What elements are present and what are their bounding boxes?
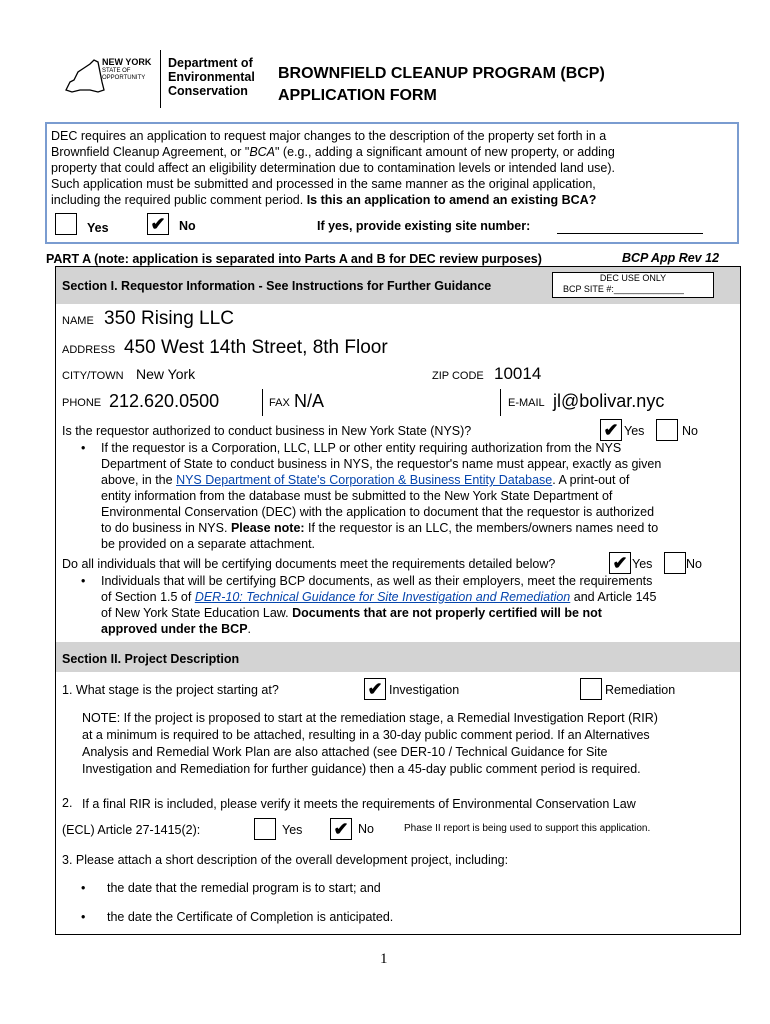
b1-line-5: Environmental Conservation (DEC) with the application to document that the requestor is authorized [101,505,655,519]
q1-no-checkbox[interactable] [656,419,678,441]
intro-line-3: property that could affect an eligibility determination due to contamination levels or intended land use). [51,161,616,175]
q3-bullet-1: • the date that the remedial program is to start; and [56,880,736,896]
intro-line-2 [51,144,735,160]
intro-box [45,122,739,244]
b1-line-7: be provided on a separate attachment. [101,537,316,551]
b2-line-4b: . [247,622,252,636]
intro-line-2a: Brownfield Cleanup Agreement, or " [51,145,250,159]
q2-yes-checkbox[interactable]: ✔ [609,552,631,574]
phone-label: PHONE [62,397,102,409]
dec-use-label: DEC USE ONLY [599,273,667,283]
b1-line-6 [101,520,736,536]
q1-yes-label: Yes [624,424,645,438]
zip-label: ZIP CODE [432,370,484,382]
intro-line-2c: " (e.g., adding a significant amount of new property, or adding [275,145,615,159]
s2-q1-text: 1. What stage is the project starting at? [62,683,279,697]
name-row [55,304,741,336]
amend-yes-label: Yes [87,221,109,235]
rir-no-checkbox[interactable]: ✔ [330,818,352,840]
amend-no-checkbox[interactable]: ✔ [147,213,169,235]
b2-line-2 [101,589,736,605]
page-number: 1 [380,951,388,967]
rir-note[interactable]: Phase II report is being used to support this application. [404,823,651,834]
logo-line-3: OPPORTUNITY [102,75,146,81]
q3-bullet-2: • the date the Certificate of Completion is anticipated. [56,909,736,925]
fax-value[interactable]: N/A [294,391,325,411]
note-line-3: Analysis and Remedial Work Plan are also attached (see DER-10 / Technical Guidance for Site [82,745,608,759]
q1-text: Is the requestor authorized to conduct business in New York State (NYS)? [62,424,472,438]
b1-line-3a: above, in the [101,473,177,487]
rir-yes-label: Yes [282,823,303,837]
dept-line-3: Conservation [168,84,248,98]
address-row [55,335,741,364]
rir-no-label: No [358,822,374,836]
s2-q2-number: 2. [62,796,73,810]
city-value[interactable]: New York [136,366,196,382]
s2-q3-text: 3. Please attach a short description of the overall development project, including: [62,853,509,867]
s2-q3-bullets-2 [56,909,736,925]
section1-title: Section I. Requestor Information - See Instructions for Further Guidance [62,279,492,293]
new-york-state-map-icon [60,56,106,98]
intro-bca-term: BCA [249,145,276,159]
b2-line-2b: and Article 145 [570,590,657,604]
section1-header [55,266,741,306]
site-number-label: If yes, provide existing site number: [317,219,531,233]
note-line-2: at a minimum is required to be attached, resulting in a 30-day public comment period. If an Alternatives [82,728,650,742]
b1-line-3b: . A print-out of [552,473,630,487]
s2-q2-line-2: (ECL) Article 27-1415(2): [62,823,201,837]
b1-line-2: Department of State to conduct business in NYS, the requestor's name must appear, exactly as given [101,457,662,471]
q2-text: Do all individuals that will be certifying documents meet the requirements detailed below? [62,557,556,571]
b2-line-4-bold: approved under the BCP [101,622,248,636]
b1-line-6a: to do business in NYS. [101,521,231,535]
der10-guidance-link[interactable]: DER-10: Technical Guidance for Site Investigation and Remediation [194,590,571,604]
b2-line-3 [101,605,736,621]
bcp-site-number: BCP SITE #:______________ [563,284,684,294]
phone-fax-divider [262,389,263,416]
section2-body [55,672,741,935]
fax-email-divider [500,389,501,416]
logo-divider [160,50,161,108]
remediation-checkbox[interactable] [580,678,602,700]
zip-value[interactable]: 10014 [494,364,542,383]
fax-label: FAX [269,397,290,409]
intro-text [51,128,735,208]
name-label: NAME [62,315,94,327]
q1-bullets [56,440,736,552]
q1-yes-checkbox[interactable]: ✔ [600,419,622,441]
dec-use-only-box [552,272,714,298]
section2-title: Section II. Project Description [62,652,240,666]
phone-value[interactable]: 212.620.0500 [109,391,220,411]
s2-q2-line-1: If a final RIR is included, please verify it meets the requirements of Environmental Conservation Law [82,797,636,811]
phone-row [55,389,741,417]
note-line-1: NOTE: If the project is proposed to start at the remediation stage, a Remedial Investigation Report (RIR) [82,711,658,725]
investigation-label: Investigation [389,683,460,697]
please-note-label: Please note: [230,521,305,535]
address-label: ADDRESS [62,344,116,356]
q2-no-label: No [686,557,702,571]
q1-no-label: No [682,424,698,438]
amend-yes-checkbox[interactable] [55,213,77,235]
form-title-line-2: APPLICATION FORM [278,87,437,104]
site-number-field[interactable] [557,232,703,234]
b1-line-6b: If the requestor is an LLC, the members/owners names need to [304,521,659,535]
b1-line-4: entity information from the database must be submitted to the New York State Department of [101,489,613,503]
email-label: E-MAIL [508,397,545,409]
intro-line-1: DEC requires an application to request major changes to the description of the property set forth in a [51,129,607,143]
city-row [55,363,741,390]
dept-line-1: Department of [168,56,253,70]
b2-line-4 [101,621,736,637]
nys-dos-database-link[interactable]: NYS Department of State's Corporation & Business Entity Database [176,473,553,487]
form-revision: BCP App Rev 12 [622,251,720,265]
amend-no-label: No [179,219,196,233]
city-label: CITY/TOWN [62,370,124,382]
investigation-checkbox[interactable]: ✔ [364,678,386,700]
email-value[interactable]: jl@bolivar.nyc [553,391,665,411]
remediation-label: Remediation [605,683,676,697]
intro-line-4: Such application must be submitted and processed in the same manner as the original application, [51,177,596,191]
b1-line-1: • If the requestor is a Corporation, LLC, LLP or other entity requiring authorization from the NYS [101,441,622,455]
q2-bullet [56,573,736,637]
nys-logo [60,50,260,110]
dept-line-2: Environmental [168,70,255,84]
b2-line-3a: of New York State Education Law. [101,606,293,620]
amend-bca-question: Is this an application to amend an existing BCA? [303,193,597,207]
q2-yes-label: Yes [632,557,653,571]
logo-line-2: STATE OF [102,68,131,74]
intro-line-5 [51,192,735,208]
b2-line-2a: of Section 1.5 of [101,590,195,604]
address-value[interactable]: 450 West 14th Street, 8th Floor [124,337,388,358]
s2-q3-bullets [56,880,736,896]
q2-no-checkbox[interactable] [664,552,686,574]
q2-bullets [56,573,736,637]
section2-header [55,642,741,673]
part-a-label: PART A (note: application is separated into Parts A and B for DEC review purposes) [46,252,542,266]
q1-bullet [56,440,736,552]
logo-line-1: NEW YORK [102,57,152,67]
b2-line-3-bold: Documents that are not properly certified will be not [292,606,602,620]
s2-note [82,710,658,778]
b1-line-3 [101,472,736,488]
authorization-block [55,416,741,643]
form-title-line-1: BROWNFIELD CLEANUP PROGRAM (BCP) [278,65,605,82]
rir-yes-checkbox[interactable] [254,818,276,840]
intro-line-5a: including the required public comment period. [51,193,304,207]
note-line-4: Investigation and Remediation for further guidance) then a 45-day public comment period is required. [82,762,641,776]
b2-line-1: • Individuals that will be certifying BCP documents, as well as their employers, meet the requirements [101,574,653,588]
name-value[interactable]: 350 Rising LLC [104,308,234,329]
